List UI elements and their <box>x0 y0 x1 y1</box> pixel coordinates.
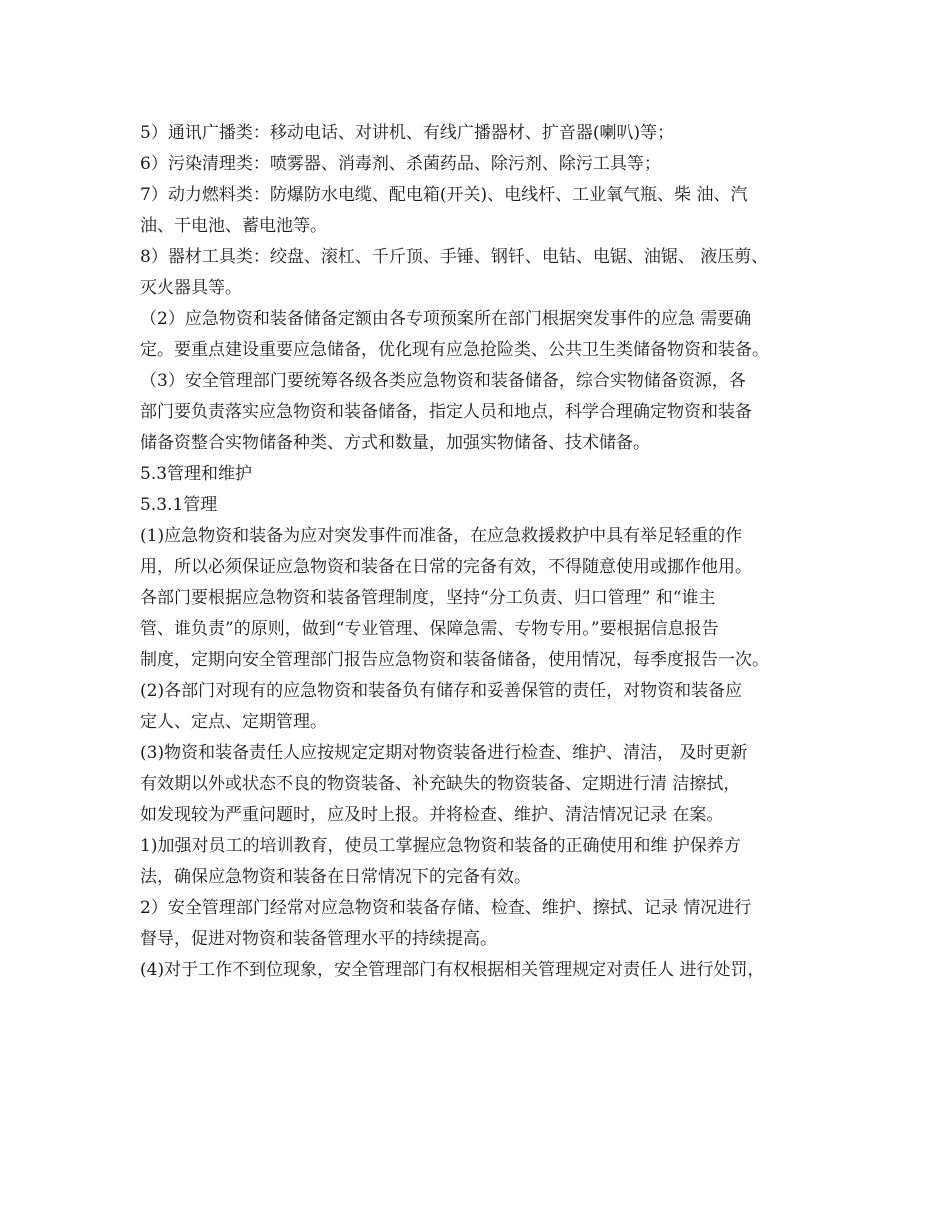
text-line: 定。要重点建设重要应急储备，优化现有应急抢险类、公共卫生类储备物资和装备。 <box>140 340 769 360</box>
subsection-heading: 5.3.1管理 <box>140 495 218 515</box>
text-line: (3)物资和装备责任人应按规定定期对物资装备进行检查、维护、清洁， 及时更新 <box>140 743 748 763</box>
text-line: 5）通讯广播类：移动电话、对讲机、有线广播器材、扩音器(喇叭)等； <box>140 123 675 143</box>
text-line: 2）安全管理部门经常对应急物资和装备存储、检查、维护、擦拭、记录 情况进行 <box>140 898 752 918</box>
text-line: 制度，定期向安全管理部门报告应急物资和装备储备，使用情况，每季度报告一次。 <box>140 650 769 670</box>
text-line: 法，确保应急物资和装备在日常情况下的完备有效。 <box>140 867 531 887</box>
text-line: 督导，促进对物资和装备管理水平的持续提高。 <box>140 929 497 949</box>
text-line: 8）器材工具类：绞盘、滚杠、千斤顶、手锤、钢钎、电钻、电锯、油锯、 液压剪、 <box>140 247 769 267</box>
text-line: 管、谁负责”的原则，做到“专业管理、保障急需、专物专用。”要根据信息报告 <box>140 619 719 639</box>
text-line: 定人、定点、定期管理。 <box>140 712 327 732</box>
text-line: (4)对于工作不到位现象，安全管理部门有权根据相关管理规定对责任人 进行处罚， <box>140 960 765 980</box>
document-body <box>140 118 830 986</box>
text-line: 灭火器具等。 <box>140 278 242 298</box>
text-line: （3）安全管理部门要统筹各级各类应急物资和装备储备，综合实物储备资源，各 <box>140 371 746 391</box>
text-line: 各部门要根据应急物资和装备管理制度，坚持“分工负责、归口管理” 和“谁主 <box>140 588 716 608</box>
text-line: 6）污染清理类：喷雾器、消毒剂、杀菌药品、除污剂、除污工具等； <box>140 154 661 174</box>
section-heading: 5.3管理和维护 <box>140 464 253 484</box>
text-line: 油、干电池、蓄电池等。 <box>140 216 327 236</box>
text-line: (1)应急物资和装备为应对突发事件而准备，在应急救援救护中具有举足轻重的作 <box>140 526 743 546</box>
text-line: 7）动力燃料类：防爆防水电缆、配电箱(开关)、电线杆、工业氧气瓶、柴 油、汽 <box>140 185 748 205</box>
text-line: （2）应急物资和装备储备定额由各专项预案所在部门根据突发事件的应急 需要确 <box>140 309 752 329</box>
text-line: 部门要负责落实应急物资和装备储备，指定人员和地点，科学合理确定物资和装备 <box>140 402 752 422</box>
text-line: 1)加强对员工的培训教育，使员工掌握应急物资和装备的正确使用和维 护保养方 <box>140 836 741 856</box>
text-line: 如发现较为严重问题时，应及时上报。并将检查、维护、清洁情况记录 在案。 <box>140 805 724 825</box>
text-line: 有效期以外或状态不良的物资装备、补充缺失的物资装备、定期进行清 洁擦拭， <box>140 774 741 794</box>
text-line: (2)各部门对现有的应急物资和装备负有储存和妥善保管的责任，对物资和装备应 <box>140 681 743 701</box>
text-line: 储备资整合实物储备种类、方式和数量，加强实物储备、技术储备。 <box>140 433 650 453</box>
text-line: 用，所以必须保证应急物资和装备在日常的完备有效，不得随意使用或挪作他用。 <box>140 557 752 577</box>
